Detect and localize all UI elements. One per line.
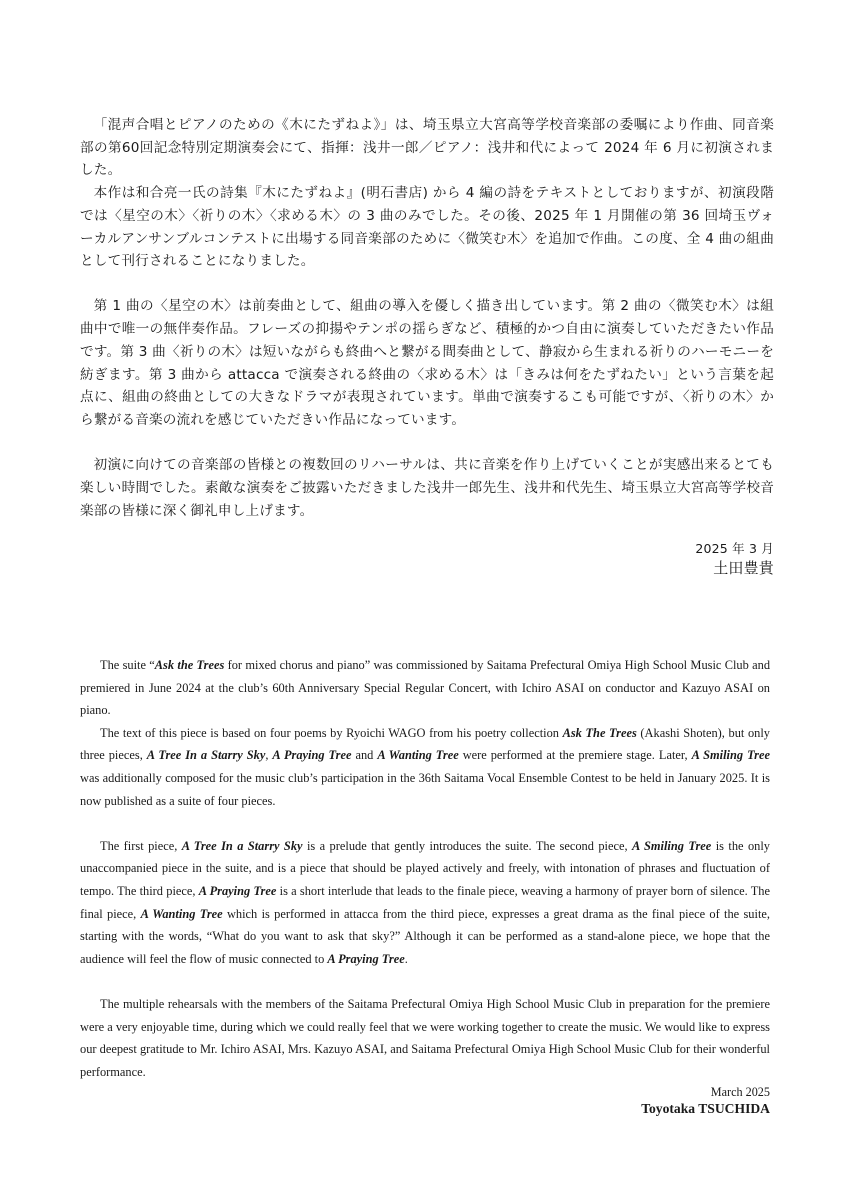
text: is the only unaccompanied piece in the suite, and is a piece that should be played actively and freely, with intonation of phrases and fluctuation of tempo. The third piece, <box>80 838 770 898</box>
text: was additionally composed for the music club’s participation in the 36th Saitama Vocal Ensemble Contest to be held in January 2025. It is now published as a suite of four pieces. <box>80 770 770 808</box>
jp-paragraph-2: 本作は和合亮一氏の詩集『木にたずねよ』(明石書店) から 4 編の詩をテキストとしておりますが、初演段階では〈星空の木〉〈祈りの木〉〈求める木〉の 3 曲のみでした。その後、2025 年 1 月開催の第 36 回埼玉ヴォーカルアンサンブルコンテストに出場する同音楽部のために〈微笑む木〉を追加で作曲。この度、全 4 曲の組曲として刊行されることになりました。 <box>80 185 774 270</box>
jp-paragraph-1: 「混声合唱とピアノのための《木にたずねよ》」は、埼玉県立大宮高等学校音楽部の委嘱により作曲、同音楽部の第60回記念特別定期演奏会にて、指揮：浅井一郎／ピアノ：浅井和代によって 2024 年 6 月に初演されました。 <box>80 117 774 179</box>
jp-date: 2025 年 3 月 <box>695 541 774 557</box>
title-smiling-tree: A Smiling Tree <box>632 838 712 853</box>
en-paragraph-3 <box>80 835 770 971</box>
text: is a short interlude that leads to the finale piece, weaving a harmony of prayer born of silence. The final piece, <box>80 883 770 921</box>
jp-signature: 土田豊貴 <box>713 559 774 578</box>
text: were performed at the premiere stage. Later, <box>458 748 692 763</box>
en-date: March 2025 <box>710 1085 770 1100</box>
text: (Akashi Shoten), but only three pieces, <box>80 725 770 763</box>
en-paragraph-1 <box>80 654 770 722</box>
text: The first piece, <box>100 838 182 853</box>
text: The suite “ <box>100 658 155 672</box>
jp-paragraph-3: 第 1 曲の〈星空の木〉は前奏曲として、組曲の導入を優しく描き出しています。第 2 曲の〈微笑む木〉は組曲中で唯一の無伴奏作品。フレーズの抑揚やテンポの揺らぎなど、積極的かつ自由に演奏していただきたい作品です。第 3 曲〈祈りの木〉は短いながらも終曲へと繋がる間奏曲として、静寂から生まれる祈りのハーモニーを紡ぎます。第 3 曲から attacca で演奏される終曲の〈求める木〉は「きみは何をたずねたい」という言葉を起点に、組曲の終曲としての大きなドラマが表現されています。単曲で演奏するこも可能ですが、〈祈りの木〉から繋がる音楽の流れを感じていただきい作品になっています。 <box>80 298 774 428</box>
title-praying-tree: A Praying Tree <box>327 951 405 966</box>
text: and <box>351 748 378 763</box>
title-ask-the-trees: Ask The Trees <box>562 725 637 740</box>
title-praying-tree: A Praying Tree <box>272 748 352 763</box>
en-paragraph-4: The multiple rehearsals with the members of the Saitama Prefectural Omiya High School Music Club in preparation for the premiere were a very enjoyable time, during which we could really feel that we were working together to create the music. We would like to express our deepest gratitude to Mr. Ichiro ASAI, Mrs. Kazuyo ASAI, and Saitama Prefectural Omiya High School Music Club for their wonderful performance. <box>80 996 770 1079</box>
text: is a prelude that gently introduces the suite. The second piece, <box>302 838 632 853</box>
title-smiling-tree: A Smiling Tree <box>691 748 770 763</box>
en-signature: Toyotaka TSUCHIDA <box>641 1101 770 1117</box>
title-wanting-tree: A Wanting Tree <box>377 748 459 763</box>
text: , <box>265 748 273 763</box>
english-notes <box>80 654 770 1117</box>
text: which is performed in attacca from the third piece, expresses a great drama as the final piece of the suite, starting with the words, “What do you want to ask that sky?” Although it can be performed as a stand-alone piece, we hope that the audience will feel the flow of music connected to <box>80 906 770 966</box>
en-paragraph-2 <box>80 722 770 812</box>
japanese-notes <box>80 114 774 578</box>
jp-paragraph-4: 初演に向けての音楽部の皆様との複数回のリハーサルは、共に音楽を作り上げていくことが実感出来るとても楽しい時間でした。素敵な演奏をご披露いただきました浅井一郎先生、浅井和代先生、埼玉県立大宮高等学校音楽部の皆様に深く御礼申し上げます。 <box>80 457 774 519</box>
title-wanting-tree: A Wanting Tree <box>140 906 223 921</box>
title-starry-sky: A Tree In a Starry Sky <box>146 748 266 763</box>
title-starry-sky: A Tree In a Starry Sky <box>181 838 303 853</box>
title-ask-the-trees: Ask the Trees <box>154 658 225 672</box>
title-praying-tree: A Praying Tree <box>198 883 277 898</box>
text: for mixed chorus and piano” was commissioned by Saitama Prefectural Omiya High School Music Club and premiered in June 2024 at the club’s 60th Anniversary Special Regular Concert, with Ichiro ASAI on conductor and Kazuyo ASAI on piano. <box>80 658 771 718</box>
text: . <box>404 951 408 966</box>
text: The text of this piece is based on four poems by Ryoichi WAGO from his poetry collection <box>100 725 563 740</box>
